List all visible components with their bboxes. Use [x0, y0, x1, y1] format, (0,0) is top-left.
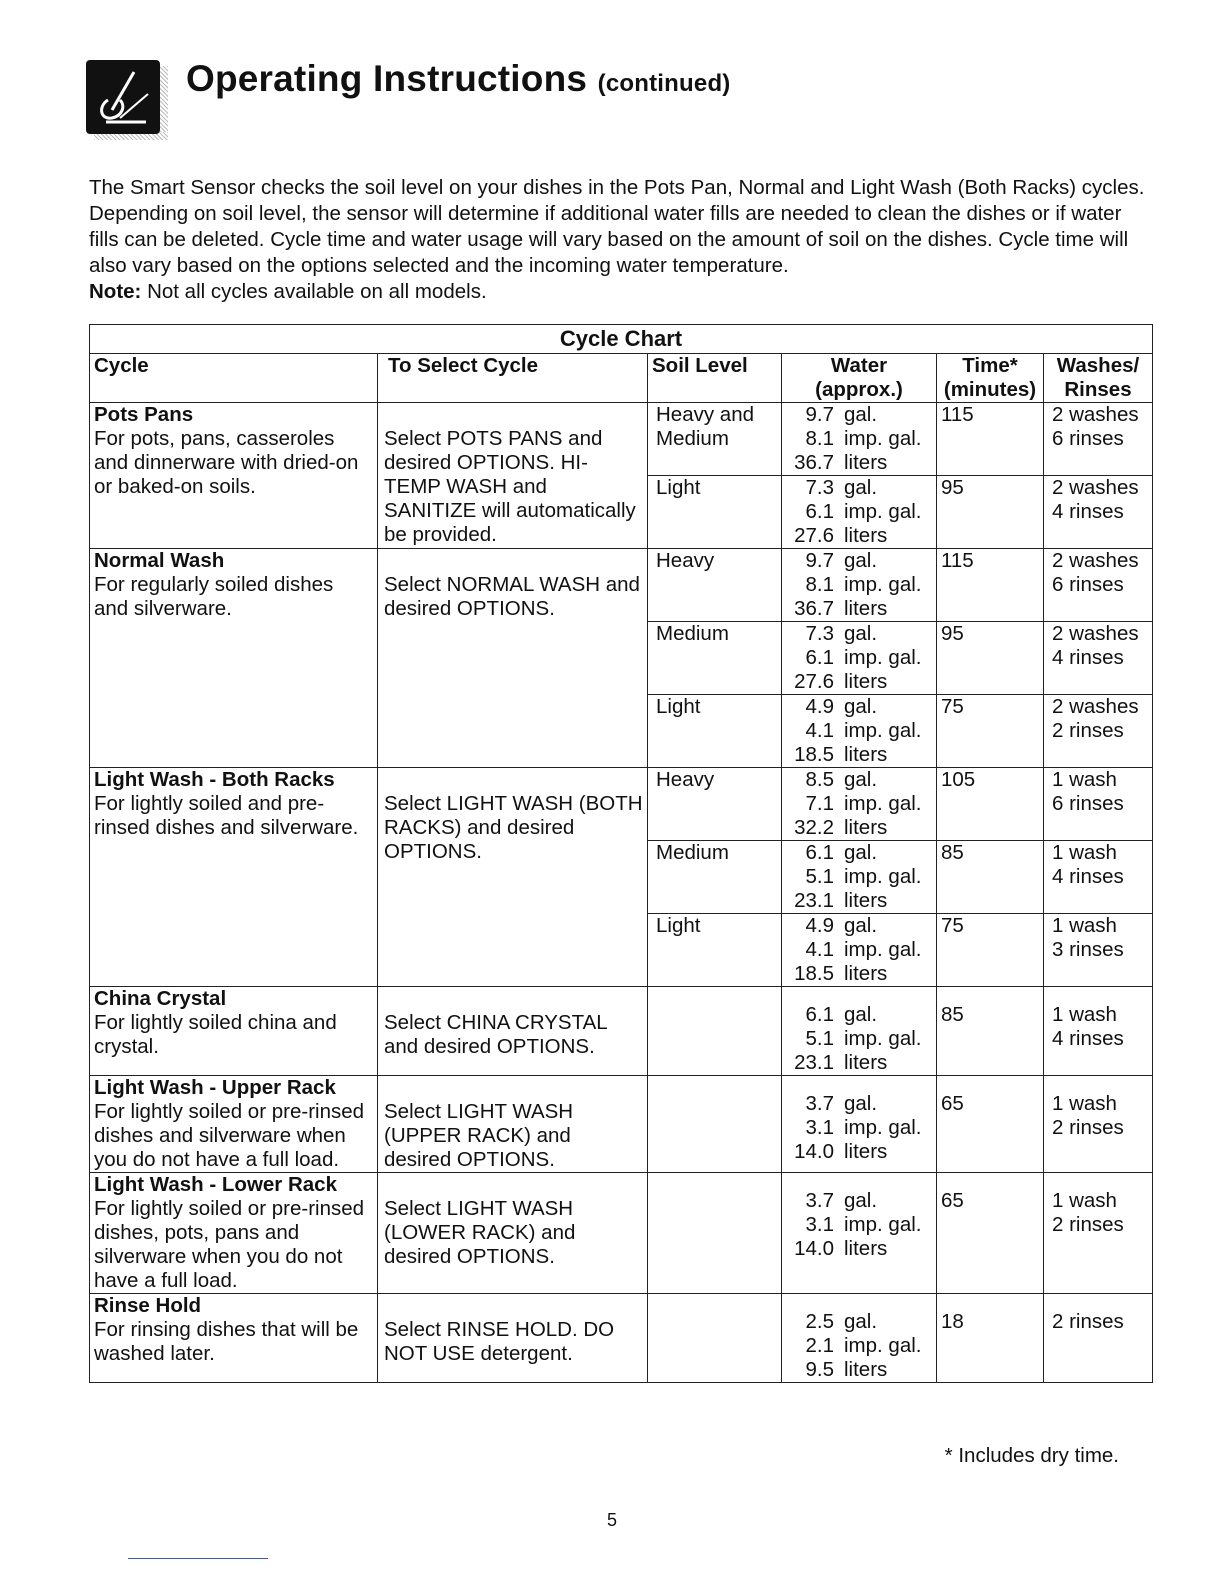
table-row [90, 1173, 1153, 1294]
time-cell: 85 [937, 987, 1044, 1076]
water-gal-line [786, 1003, 932, 1027]
water-cell [782, 1076, 937, 1173]
rinses-value: 2 rinses [1052, 1310, 1124, 1333]
water-gal-line [786, 403, 932, 427]
water-liters-value: 36.7 [794, 451, 834, 474]
water-liters-line [786, 889, 932, 913]
washes-rinses-cell [1044, 1294, 1153, 1383]
soil-level-cell: Light [648, 695, 782, 768]
footnote: * Includes dry time. [944, 1444, 1119, 1467]
water-gal-unit: gal. [844, 1003, 878, 1026]
select-instructions: Select LIGHT WASH (UPPER RACK) and desired OPTIONS. [384, 1100, 574, 1171]
water-imp-line [786, 1027, 932, 1051]
water-cell [782, 622, 937, 695]
water-liters-value: 23.1 [794, 1051, 834, 1074]
rinses-value: 2 rinses [1052, 1116, 1124, 1139]
water-cell [782, 1294, 937, 1383]
select-cycle-cell [378, 1294, 648, 1383]
water-gal-line [786, 549, 932, 573]
water-imp-unit: imp. gal. [844, 500, 922, 523]
water-imp-unit: imp. gal. [844, 1027, 922, 1050]
time-cell: 65 [937, 1076, 1044, 1173]
water-gal-unit: gal. [844, 841, 878, 864]
cycle-description: For lightly soiled or pre-rinsed dishes, pots, pans and silverware when you do not have a full load. [94, 1197, 365, 1292]
water-liters-unit: liters [844, 1140, 888, 1163]
water-gal-value: 3.7 [805, 1189, 834, 1212]
time-cell: 115 [937, 403, 1044, 476]
water-liters-line [786, 1358, 932, 1382]
washes-rinses-cell [1044, 403, 1153, 476]
select-cycle-cell [378, 987, 648, 1076]
water-liters-value: 36.7 [794, 597, 834, 620]
select-instructions: Select POTS PANS and desired OPTIONS. HI-TEMP WASH and SANITIZE will automatically be provided. [384, 427, 636, 546]
water-liters-value: 9.5 [805, 1358, 834, 1381]
dishwasher-operation-icon [86, 60, 160, 134]
water-imp-value: 6.1 [805, 646, 834, 669]
select-instructions: Select LIGHT WASH (LOWER RACK) and desired OPTIONS. [384, 1197, 576, 1268]
select-instructions: Select NORMAL WASH and desired OPTIONS. [384, 573, 640, 620]
soil-level-cell: Heavy [648, 768, 782, 841]
water-cell [782, 476, 937, 549]
water-imp-unit: imp. gal. [844, 719, 922, 742]
time-cell: 95 [937, 622, 1044, 695]
water-gal-unit: gal. [844, 914, 878, 937]
table-row [90, 987, 1153, 1076]
water-liters-value: 18.5 [794, 743, 834, 766]
time-cell: 85 [937, 841, 1044, 914]
cycle-cell [90, 403, 378, 549]
water-gal-value: 6.1 [805, 1003, 834, 1026]
water-imp-value: 4.1 [805, 938, 834, 961]
water-liters-value: 23.1 [794, 889, 834, 912]
table-body [90, 403, 1153, 1383]
water-gal-unit: gal. [844, 622, 878, 645]
water-imp-value: 7.1 [805, 792, 834, 815]
water-gal-unit: gal. [844, 403, 878, 426]
time-cell: 65 [937, 1173, 1044, 1294]
select-cycle-cell [378, 1076, 648, 1173]
rinses-value: 3 rinses [1052, 938, 1124, 961]
water-liters-unit: liters [844, 962, 888, 985]
cycle-name: Pots Pans [94, 403, 194, 426]
water-imp-value: 8.1 [805, 573, 834, 596]
washes-value: 1 wash [1052, 914, 1117, 937]
water-imp-line [786, 719, 932, 743]
table-row [90, 1294, 1153, 1383]
table-title: Cycle Chart [90, 325, 1153, 354]
select-cycle-cell [378, 403, 648, 549]
washes-rinses-cell [1044, 841, 1153, 914]
table-row [90, 403, 1153, 476]
water-imp-unit: imp. gal. [844, 792, 922, 815]
washes-value: 2 washes [1052, 403, 1139, 426]
soil-level-cell: Heavy [648, 549, 782, 622]
table-row [90, 549, 1153, 622]
water-liters-unit: liters [844, 1237, 888, 1260]
water-liters-value: 18.5 [794, 962, 834, 985]
water-imp-line [786, 500, 932, 524]
cycle-cell [90, 1173, 378, 1294]
select-cycle-cell [378, 549, 648, 768]
water-imp-line [786, 573, 932, 597]
water-liters-unit: liters [844, 743, 888, 766]
water-liters-line [786, 524, 932, 548]
water-imp-value: 5.1 [805, 1027, 834, 1050]
water-liters-value: 14.0 [794, 1237, 834, 1260]
water-gal-value: 4.9 [805, 695, 834, 718]
water-cell [782, 841, 937, 914]
water-gal-unit: gal. [844, 1092, 878, 1115]
washes-value: 1 wash [1052, 1189, 1117, 1212]
water-liters-line [786, 1237, 932, 1261]
time-cell: 75 [937, 914, 1044, 987]
water-liters-line [786, 1051, 932, 1075]
water-imp-line [786, 646, 932, 670]
water-imp-value: 6.1 [805, 500, 834, 523]
water-cell [782, 1173, 937, 1294]
water-imp-unit: imp. gal. [844, 1116, 922, 1139]
water-cell [782, 695, 937, 768]
water-gal-line [786, 841, 932, 865]
water-gal-unit: gal. [844, 768, 878, 791]
water-gal-unit: gal. [844, 476, 878, 499]
cycle-cell [90, 1294, 378, 1383]
water-imp-value: 8.1 [805, 427, 834, 450]
note-text: Not all cycles available on all models. [141, 280, 487, 303]
soil-level-cell: Light [648, 914, 782, 987]
time-cell: 105 [937, 768, 1044, 841]
cycle-description: For pots, pans, casseroles and dinnerware with dried-on or baked-on soils. [94, 427, 359, 498]
icon-shadow [160, 66, 168, 140]
water-liters-line [786, 962, 932, 986]
cycle-description: For regularly soiled dishes and silverware. [94, 573, 334, 620]
page-number: 5 [606, 1510, 617, 1530]
water-imp-unit: imp. gal. [844, 1334, 922, 1357]
washes-value: 1 wash [1052, 768, 1117, 791]
water-gal-line [786, 1189, 932, 1213]
water-imp-value: 5.1 [805, 865, 834, 888]
soil-level-cell [648, 1294, 782, 1383]
header-soil: Soil Level [648, 354, 782, 403]
table-row [90, 1076, 1153, 1173]
water-liters-line [786, 1140, 932, 1164]
washes-rinses-cell [1044, 1076, 1153, 1173]
water-cell [782, 914, 937, 987]
washes-rinses-cell [1044, 549, 1153, 622]
cycle-name: Light Wash - Lower Rack [94, 1173, 337, 1196]
water-gal-value: 2.5 [805, 1310, 834, 1333]
water-gal-unit: gal. [844, 1189, 878, 1212]
table-row [90, 768, 1153, 841]
soil-level-cell [648, 987, 782, 1076]
intro-text [89, 175, 1149, 305]
cycle-description: For lightly soiled or pre-rinsed dishes and silverware when you do not have a full load. [94, 1100, 365, 1171]
table-title-row [90, 325, 1153, 354]
cycle-name: Light Wash - Both Racks [94, 768, 335, 791]
washes-rinses-cell [1044, 476, 1153, 549]
water-cell [782, 768, 937, 841]
soil-level-cell: Medium [648, 841, 782, 914]
washes-value: 2 washes [1052, 622, 1139, 645]
water-gal-line [786, 622, 932, 646]
water-gal-line [786, 476, 932, 500]
water-imp-value: 4.1 [805, 719, 834, 742]
water-liters-unit: liters [844, 670, 888, 693]
page-title [186, 58, 731, 100]
header-water: Water (approx.) [782, 354, 937, 403]
soil-level-cell: Light [648, 476, 782, 549]
water-imp-unit: imp. gal. [844, 865, 922, 888]
select-instructions: Select CHINA CRYSTAL and desired OPTIONS. [384, 1011, 607, 1058]
water-gal-unit: gal. [844, 1310, 878, 1333]
rinses-value: 4 rinses [1052, 646, 1124, 669]
cycle-description: For lightly soiled china and crystal. [94, 1011, 337, 1058]
select-instructions: Select RINSE HOLD. DO NOT USE detergent. [384, 1318, 615, 1365]
water-liters-line [786, 670, 932, 694]
time-cell: 75 [937, 695, 1044, 768]
time-cell: 18 [937, 1294, 1044, 1383]
washes-value: 2 washes [1052, 549, 1139, 572]
water-liters-unit: liters [844, 1051, 888, 1074]
cycle-description: For lightly soiled and pre-rinsed dishes and silverware. [94, 792, 359, 839]
water-imp-line [786, 938, 932, 962]
header-time: Time* (minutes) [937, 354, 1044, 403]
water-imp-unit: imp. gal. [844, 646, 922, 669]
title-main: Operating Instructions [186, 58, 588, 99]
time-cell: 115 [937, 549, 1044, 622]
soil-level-cell: Medium [648, 622, 782, 695]
rinses-value: 2 rinses [1052, 719, 1124, 742]
water-gal-unit: gal. [844, 549, 878, 572]
cycle-name: China Crystal [94, 987, 227, 1010]
water-liters-unit: liters [844, 597, 888, 620]
soil-level-cell [648, 1076, 782, 1173]
soil-level-cell: Heavy and Medium [648, 403, 782, 476]
water-gal-value: 7.3 [805, 476, 834, 499]
water-liters-line [786, 597, 932, 621]
water-liters-value: 14.0 [794, 1140, 834, 1163]
water-gal-line [786, 1092, 932, 1116]
cycle-name: Rinse Hold [94, 1294, 202, 1317]
water-liters-line [786, 816, 932, 840]
cycle-cell [90, 987, 378, 1076]
water-liters-unit: liters [844, 1358, 888, 1381]
water-gal-value: 7.3 [805, 622, 834, 645]
water-gal-value: 9.7 [805, 549, 834, 572]
water-liters-line [786, 743, 932, 767]
water-imp-unit: imp. gal. [844, 427, 922, 450]
water-gal-line [786, 695, 932, 719]
water-imp-value: 3.1 [805, 1213, 834, 1236]
washes-rinses-cell [1044, 622, 1153, 695]
water-imp-line [786, 1334, 932, 1358]
washes-value: 1 wash [1052, 841, 1117, 864]
water-liters-value: 27.6 [794, 670, 834, 693]
water-liters-line [786, 451, 932, 475]
water-imp-line [786, 427, 932, 451]
water-cell [782, 987, 937, 1076]
soil-level-cell [648, 1173, 782, 1294]
washes-value: 2 washes [1052, 695, 1139, 718]
water-liters-unit: liters [844, 451, 888, 474]
water-imp-line [786, 792, 932, 816]
table-header-row [90, 354, 1153, 403]
water-imp-unit: imp. gal. [844, 938, 922, 961]
water-imp-line [786, 1213, 932, 1237]
washes-rinses-cell [1044, 768, 1153, 841]
water-liters-value: 27.6 [794, 524, 834, 547]
note-label: Note: [89, 280, 142, 303]
washes-value: 2 washes [1052, 476, 1139, 499]
title-suffix: (continued) [597, 70, 731, 97]
rinses-value: 6 rinses [1052, 792, 1124, 815]
washes-rinses-cell [1044, 695, 1153, 768]
bottom-rule [128, 1558, 268, 1559]
water-gal-value: 4.9 [805, 914, 834, 937]
water-cell [782, 549, 937, 622]
water-gal-line [786, 1310, 932, 1334]
cycle-chart-table [89, 324, 1153, 1383]
water-liters-unit: liters [844, 889, 888, 912]
water-gal-value: 3.7 [805, 1092, 834, 1115]
water-liters-value: 32.2 [794, 816, 834, 839]
washes-rinses-cell [1044, 1173, 1153, 1294]
rinses-value: 4 rinses [1052, 1027, 1124, 1050]
select-cycle-cell [378, 768, 648, 987]
water-imp-unit: imp. gal. [844, 1213, 922, 1236]
washes-value: 1 wash [1052, 1003, 1117, 1026]
rinses-value: 6 rinses [1052, 573, 1124, 596]
intro-paragraph: The Smart Sensor checks the soil level on your dishes in the Pots Pan, Normal and Light Wash (Both Racks) cycles. Depending on soil level, the sensor will determine if additional water fills are needed to clean the dishes or if water fills can be deleted. Cycle time and water usage will vary based on the amount of soil on the dishes. Cycle time will also vary based on the options selected and the incoming water temperature. [89, 176, 1145, 277]
header-cycle: Cycle [90, 354, 378, 403]
washes-rinses-cell [1044, 987, 1153, 1076]
cycle-description: For rinsing dishes that will be washed later. [94, 1318, 359, 1365]
cycle-name: Normal Wash [94, 549, 225, 572]
water-cell [782, 403, 937, 476]
time-cell: 95 [937, 476, 1044, 549]
header-washes-rinses: Washes/ Rinses [1044, 354, 1153, 403]
rinses-value: 4 rinses [1052, 500, 1124, 523]
cycle-cell [90, 1076, 378, 1173]
cycle-cell [90, 768, 378, 987]
water-gal-value: 6.1 [805, 841, 834, 864]
cycle-name: Light Wash - Upper Rack [94, 1076, 336, 1099]
water-liters-unit: liters [844, 816, 888, 839]
water-gal-line [786, 768, 932, 792]
washes-value: 1 wash [1052, 1092, 1117, 1115]
washes-rinses-cell [1044, 914, 1153, 987]
water-gal-value: 9.7 [805, 403, 834, 426]
water-imp-line [786, 1116, 932, 1140]
water-imp-value: 3.1 [805, 1116, 834, 1139]
water-imp-line [786, 865, 932, 889]
select-instructions: Select LIGHT WASH (BOTH RACKS) and desired OPTIONS. [384, 792, 643, 863]
water-imp-value: 2.1 [805, 1334, 834, 1357]
water-imp-unit: imp. gal. [844, 573, 922, 596]
water-gal-unit: gal. [844, 695, 878, 718]
water-gal-value: 8.5 [805, 768, 834, 791]
select-cycle-cell [378, 1173, 648, 1294]
rinses-value: 2 rinses [1052, 1213, 1124, 1236]
water-gal-line [786, 914, 932, 938]
water-liters-unit: liters [844, 524, 888, 547]
rinses-value: 6 rinses [1052, 427, 1124, 450]
header-select: To Select Cycle [378, 354, 648, 403]
cycle-cell [90, 549, 378, 768]
rinses-value: 4 rinses [1052, 865, 1124, 888]
